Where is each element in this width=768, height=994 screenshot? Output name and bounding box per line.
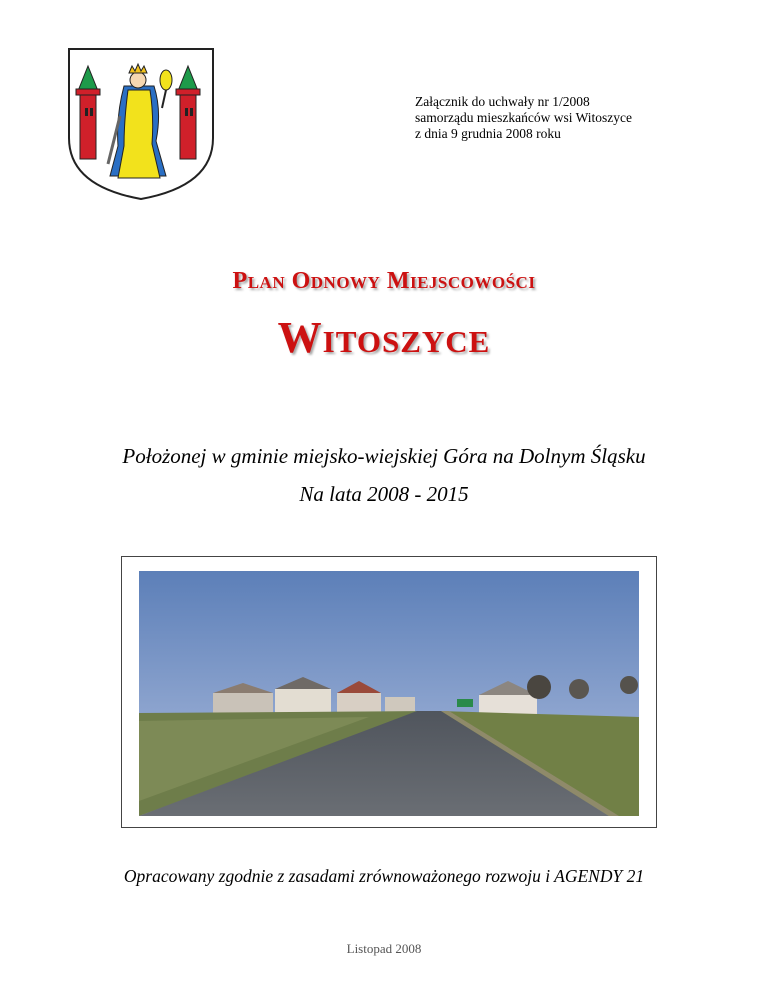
coat-of-arms-emblem [66,46,216,202]
village-road-photo [139,571,639,816]
annex-line-3: z dnia 9 grudnia 2008 roku [415,126,561,141]
subtitle-years: Na lata 2008 - 2015 [299,482,469,506]
photo-frame [121,556,657,828]
methodology-note: Opracowany zgodnie z zasadami zrównoważonego rozwoju i AGENDY 21 [123,866,645,886]
subtitle-location: Położonej w gminie miejsko-wiejskiej Góra na Dolnym Śląsku [122,444,646,468]
publication-date: Listopad 2008 [346,941,422,956]
annex-line-1: Załącznik do uchwały nr 1/2008 [415,94,590,109]
annex-note [415,94,632,142]
annex-line-2: samorządu mieszkańców wsi Witoszyce [415,110,633,125]
village-name-title: Witoszyce [277,313,491,362]
document-title: Plan Odnowy Miejscowości [232,268,536,294]
